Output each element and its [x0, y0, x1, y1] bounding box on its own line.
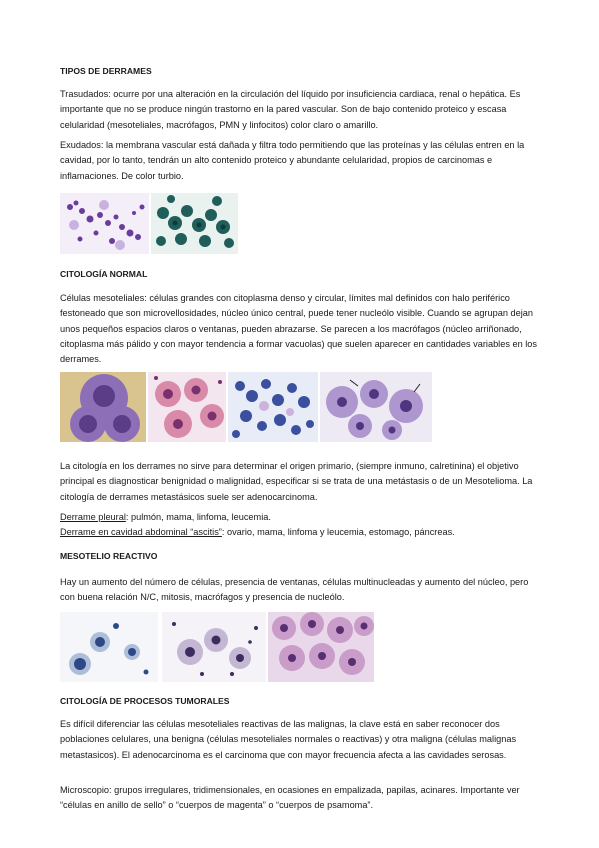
micrograph-celulas-abrazadas	[320, 372, 432, 442]
micrograph-mesoteliales	[60, 372, 146, 442]
derrame-ascitis-text: : ovario, mama, linfoma y leucemia, estomago, páncreas.	[221, 527, 455, 537]
paragraph-procesos-tumorales: Es difícil diferenciar las células mesoteliales reactivas de las malignas, la clave está en saber reconocer dos poblaciones celulares, una benigna (células mesoteliales normales o reactivas) y otra maligna (células malignas metastasicos). El adenocarcinoma es el carcinoma que con mayor frecuencia afecta a las cavidades serosas.	[60, 719, 517, 760]
heading-procesos-tumorales: CITOLOGÍA DE PROCESOS TUMORALES	[60, 696, 230, 706]
derrame-pleural-line	[60, 510, 538, 525]
derrame-ascitis-line	[60, 525, 538, 540]
paragraph-citologia-normal: Células mesoteliales: células grandes con citoplasma denso y circular, límites mal definidos con halo periférico festoneado que son microvellosidades, núcleo único central, puede tener nucleólo visible. Cuando se agrupan dejan unos pequeños espacios claros o ventanas, pueden abrazarse. Se parecen a los macrófagos (núcleo arriñonado, citoplasma más pálido y con mayor tendencia a formar vacuolas) que suelen aparecer en cantidades variables en los derrames.	[60, 293, 537, 365]
heading-citologia-normal: CITOLOGÍA NORMAL	[60, 269, 148, 279]
heading-tipos-derrames: TIPOS DE DERRAMES	[60, 66, 152, 76]
derrame-pleural-text: : pulmón, mama, linfoma, leucemia.	[125, 512, 271, 522]
micrograph-trasudado	[60, 193, 149, 254]
paragraph-exudados: Exudados: la membrana vascular está dañada y filtra todo permitiendo que las proteínas y las células entren en la cavidad, por lo tanto, tendrán un alto contenido proteico y abundante celularidad, propios de carcinomas e inflamaciones. De color turbio.	[60, 140, 525, 181]
paragraph-citologia-derrames: La citología en los derrames no sirve para determinar el origen primario, (siempre inmuno, calretinina) el objetivo principal es diagnosticar benignidad o malignidad, especificar si se trata de una metástasis o de un Mesotelioma. La citología de derrames metastásicos suele ser adenocarcinoma.	[60, 461, 533, 502]
micrograph-reactivo-1	[60, 612, 158, 682]
paragraph-trasudados: Trasudados: ocurre por una alteración en la circulación del líquido por insuficiencia cardiaca, renal o hepática. Es importante que no se produce ningún trastorno en la pared vascular. Son de bajo contenido proteico y escasa celularidad (mesoteliales, macrófagos, PMN y linfocitos) color claro o amarillo.	[60, 89, 521, 130]
micrograph-macrofagos	[148, 372, 226, 442]
derrame-ascitis-label: Derrame en cavidad abdominal “ascitis”	[60, 527, 222, 537]
micrograph-linfocitos	[228, 372, 318, 442]
micrograph-reactivo-2	[162, 612, 266, 682]
micrograph-reactivo-3	[268, 612, 374, 682]
heading-mesotelio-reactivo: MESOTELIO REACTIVO	[60, 551, 158, 561]
paragraph-mesotelio-reactivo: Hay un aumento del número de células, presencia de ventanas, células multinucleadas y aumento del núcleo, pero con buena relación N/C, mitosis, macrófagos y presencia de nucleólo.	[60, 577, 529, 603]
derrame-pleural-label: Derrame pleural	[60, 512, 126, 522]
micrograph-exudado	[151, 193, 238, 254]
paragraph-microscopio: Microscopio: grupos irregulares, tridimensionales, en ocasiones en empalizada, papilas, acinares. Importante ver “células en anillo de sello” o “cuerpos de magenta” o “cuerpos de psamoma”.	[60, 785, 520, 811]
